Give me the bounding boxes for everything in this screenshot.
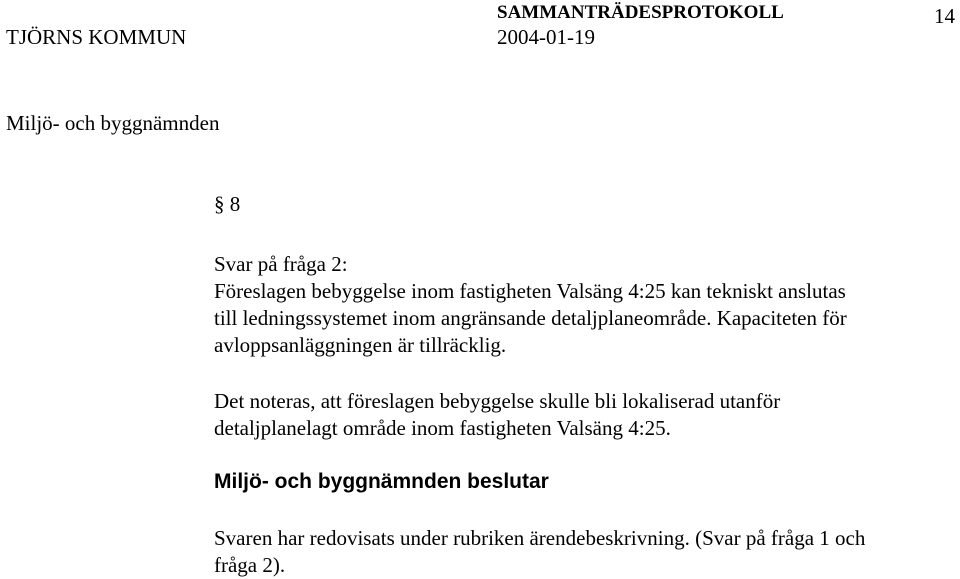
decision-line: fråga 2). [214,553,286,577]
note-line: detaljplanelagt område inom fastigheten Valsäng 4:25. [214,416,671,440]
committee-name: Miljö- och byggnämnden [6,111,220,135]
answer-line: till ledningssystemet inom angränsande detaljplaneområde. Kapaciteten för [214,306,847,330]
meeting-date: 2004-01-19 [497,25,595,49]
decision-line: Svaren har redovisats under rubriken ärendebeskrivning. (Svar på fråga 1 och [214,526,866,550]
answer-line: avloppsanläggningen är tillräcklig. [214,333,507,357]
section-number: § 8 [214,192,241,216]
decision-heading: Miljö- och byggnämnden beslutar [214,470,549,493]
answer-line: Föreslagen bebyggelse inom fastigheten Valsäng 4:25 kan tekniskt anslutas [214,279,846,303]
answer-line: Svar på fråga 2: [214,252,348,276]
protocol-title: SAMMANTRÄDESPROTOKOLL [497,2,784,23]
page-number: 14 [934,4,955,28]
note-line: Det noteras, att föreslagen bebyggelse skulle bli lokaliserad utanför [214,389,781,413]
organization-name: TJÖRNS KOMMUN [6,25,187,49]
